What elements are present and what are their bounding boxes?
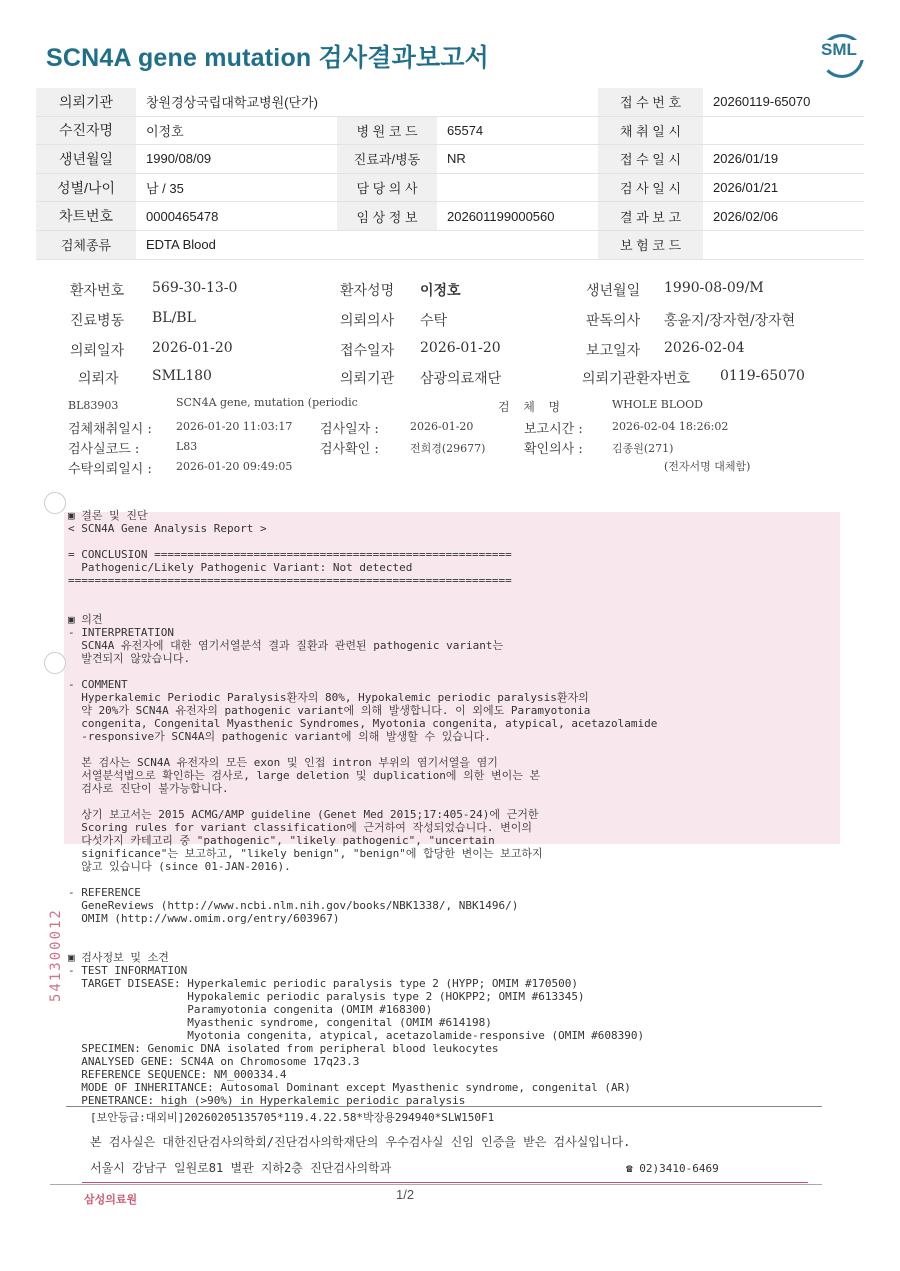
divider (50, 1184, 822, 1185)
label-receipt-no: 접 수 번 호 (598, 88, 703, 116)
lab-address: 서울시 강남구 일원로81 별관 지하2층 진단검사의학과 (90, 1161, 392, 1175)
table-row (36, 145, 864, 174)
punch-hole (44, 652, 66, 674)
ward-label: 진료병동 (70, 313, 125, 329)
report-line: Myotonia congenita, atypical, acetazolamide-responsive (OMIM #608390) (68, 1029, 645, 1042)
report-line: 약 20%가 SCN4A 유전자의 pathogenic variant에 의해 발생합니다. 이 외에도 Paramyotonia (68, 704, 591, 717)
report-line: TARGET DISEASE: Hyperkalemic periodic paralysis type 2 (HYPP; OMIM #170500) (68, 977, 578, 990)
reading-doctor-value: 홍윤지/장자현/장자현 (664, 313, 796, 329)
report-line: - INTERPRETATION (68, 626, 174, 639)
collection-time-label: 검체채취일시 : (68, 422, 152, 437)
report-line: -responsive가 SCN4A의 pathogenic variant에 의해 발생할 수 있습니다. (68, 730, 491, 743)
specimen-name-value: WHOLE BLOOD (612, 398, 703, 411)
report-line: = CONCLUSION ====================================================== (68, 548, 512, 561)
report-line: 발견되지 않았습니다. (68, 652, 191, 665)
report-line: Scoring rules for variant classification에 근거하여 작성되었습니다. 변이의 (68, 821, 533, 834)
report-line: 검사로 진단이 불가능합니다. (68, 782, 229, 795)
table-row (36, 202, 864, 231)
report-line: 상기 보고서는 2015 ACMG/AMP guideline (Genet Med 2015;17:405-24)에 근거한 (68, 808, 539, 821)
value-department: NR (437, 145, 598, 174)
label-institution: 의뢰기관 (36, 88, 136, 116)
report-line: REFERENCE SEQUENCE: NM_000334.4 (68, 1068, 287, 1081)
report-line: Hyperkalemic Periodic Paralysis환자의 80%, Hypokalemic periodic paralysis환자의 (68, 691, 589, 704)
report-date-label: 보고일자 (586, 343, 641, 359)
report-line: Hypokalemic periodic paralysis type 2 (HOKPP2; OMIM #613345) (68, 990, 585, 1003)
patient-no-value: 569-30-13-0 (152, 280, 238, 296)
label-patient-name: 수진자명 (36, 116, 136, 145)
patient-name-label: 환자성명 (340, 283, 395, 299)
report-line: ▣ 결론 및 진단 (68, 509, 148, 522)
value-patient-name: 이정호 (136, 116, 337, 145)
report-line (68, 873, 657, 886)
value-clinical-info: 202601199000560 (437, 202, 598, 231)
report-line: 본 검사는 SCN4A 유전자의 모든 exon 및 인접 intron 부위의 염기서열을 염기 (68, 756, 498, 769)
value-physician (437, 173, 598, 202)
security-line: [보안등급:대외비]20260205135705*119.4.22.58*박장용294940*SLW150F1 (90, 1111, 495, 1124)
test-code: BL83903 (68, 399, 119, 412)
value-institution: 창원경상국립대학교병원(단가) (136, 88, 598, 116)
label-hospital-code: 병 원 코 드 (337, 116, 437, 145)
report-line: < SCN4A Gene Analysis Report > (68, 522, 267, 535)
report-line (68, 743, 657, 756)
specimen-name-label: 검 체 명 (498, 400, 563, 414)
table-row (36, 230, 864, 259)
report-line: Paramyotonia congenita (OMIM #168300) (68, 1003, 433, 1016)
table-row (36, 88, 864, 116)
label-physician: 담 당 의 사 (337, 173, 437, 202)
requester-value: SML180 (152, 368, 212, 384)
scanned-report (0, 262, 900, 1271)
punch-hole (44, 492, 66, 514)
requester-label: 의뢰자 (78, 371, 119, 387)
report-line: ▣ 검사정보 및 소견 (68, 951, 169, 964)
report-line: SPECIMEN: Genomic DNA isolated from peripheral blood leukocytes (68, 1042, 499, 1055)
report-line: significance"는 보고하고, "likely benign", "benign"에 합당한 변이는 보고하지 (68, 847, 543, 860)
report-line (68, 600, 657, 613)
logo-text: SML (814, 40, 864, 60)
report-line: =================================================================== (68, 574, 512, 587)
report-line (68, 665, 657, 678)
label-collection-time: 채 취 일 시 (598, 116, 703, 145)
report-line: congenita, Congenital Myasthenic Syndromes, Myotonia congenita, atypical, acetazolamide (68, 717, 658, 730)
value-test-time: 2026/01/21 (703, 173, 864, 202)
label-receipt-time: 접 수 일 시 (598, 145, 703, 174)
report-line: Myasthenic syndrome, congenital (OMIM #614198) (68, 1016, 492, 1029)
report-time-label: 보고시간 : (524, 422, 583, 437)
label-birthdate: 생년월일 (36, 145, 136, 174)
receipt-date-label: 접수일자 (340, 343, 395, 359)
patient-no-label: 환자번호 (70, 283, 125, 299)
report-line: 다섯가지 카테고리 중 "pathogenic", "likely pathogenic", "uncertain (68, 834, 495, 847)
test-confirm-label: 검사확인 : (320, 442, 379, 457)
report-body (68, 509, 657, 1107)
test-name: SCN4A gene, mutation (periodic (176, 396, 358, 409)
receipt-date-value: 2026-01-20 (420, 340, 501, 356)
value-collection-time (703, 116, 864, 145)
table-row (36, 116, 864, 145)
label-report-date: 결 과 보 고 (598, 202, 703, 231)
lab-code-value: L83 (176, 440, 198, 453)
report-title: SCN4A gene mutation 검사결과보고서 (46, 44, 489, 72)
ward-value: BL/BL (152, 310, 196, 326)
consign-time-label: 수탁의뢰일시 : (68, 462, 152, 477)
report-line (68, 587, 657, 600)
report-line: 않고 있습니다 (since 01-JAN-2016). (68, 860, 291, 873)
test-date-value: 2026-01-20 (410, 420, 474, 433)
value-report-date: 2026/02/06 (703, 202, 864, 231)
table-row (36, 173, 864, 202)
value-receipt-no: 20260119-65070 (703, 88, 864, 116)
value-chart-no: 0000465478 (136, 202, 337, 231)
value-insurance-code (703, 230, 864, 259)
confirm-doctor-label: 확인의사 : (524, 442, 583, 457)
report-line: SCN4A 유전자에 대한 염기서열분석 결과 질환과 관련된 pathogenic variant는 (68, 639, 504, 652)
consign-time-value: 2026-01-20 09:49:05 (176, 460, 293, 473)
report-time-value: 2026-02-04 18:26:02 (612, 420, 729, 433)
patient-info-table (36, 88, 864, 260)
divider (66, 1106, 822, 1107)
dob-value: 1990-08-09/M (664, 280, 764, 296)
confirm-doctor-value: 김종원(271) (612, 442, 674, 455)
ref-doctor-label: 의뢰의사 (340, 313, 395, 329)
reading-doctor-label: 판독의사 (586, 313, 641, 329)
report-line (68, 795, 657, 808)
report-line (68, 925, 657, 938)
report-line: MODE OF INHERITANCE: Autosomal Dominant except Myasthenic syndrome, congenital (AR) (68, 1081, 631, 1094)
divider-red (82, 1182, 808, 1183)
report-line: PENETRANCE: high (>90%) in Hyperkalemic periodic paralysis (68, 1094, 466, 1107)
report-line: Pathogenic/Likely Pathogenic Variant: Not detected (68, 561, 413, 574)
lab-phone: ☎ 02)3410-6469 (626, 1162, 719, 1175)
certification-text: 본 검사실은 대한진단검사의학회/진단검사의학재단의 우수검사실 신임 인증을 받은 검사실입니다. (90, 1135, 631, 1149)
value-receipt-time: 2026/01/19 (703, 145, 864, 174)
test-confirm-value: 전희경(29677) (410, 442, 486, 455)
hospital-mark: 삼성의료원 (84, 1194, 138, 1206)
label-sex-age: 성별/나이 (36, 173, 136, 202)
institution-patient-no-label: 의뢰기관환자번호 (582, 371, 691, 387)
label-test-time: 검 사 일 시 (598, 173, 703, 202)
label-department: 진료과/병동 (337, 145, 437, 174)
report-line (68, 535, 657, 548)
sml-logo (814, 30, 864, 76)
report-date-value: 2026-02-04 (664, 340, 745, 356)
report-line: - TEST INFORMATION (68, 964, 188, 977)
test-date-label: 검사일자 : (320, 422, 379, 437)
institution-label: 의뢰기관 (340, 371, 395, 387)
dob-label: 생년월일 (586, 283, 641, 299)
e-signature-note: (전자서명 대체함) (664, 460, 751, 473)
request-date-label: 의뢰일자 (70, 343, 125, 359)
page-number: 1/2 (396, 1187, 415, 1202)
value-sex-age: 남 / 35 (136, 173, 337, 202)
report-line: GeneReviews (http://www.ncbi.nlm.nih.gov/books/NBK1338/, NBK1496/) (68, 899, 519, 912)
value-hospital-code: 65574 (437, 116, 598, 145)
request-date-value: 2026-01-20 (152, 340, 233, 356)
report-line (68, 938, 657, 951)
ref-doctor-value: 수탁 (420, 313, 448, 329)
label-clinical-info: 임 상 정 보 (337, 202, 437, 231)
institution-patient-no-value: 0119-65070 (720, 368, 805, 384)
lab-code-label: 검사실코드 : (68, 442, 140, 457)
value-specimen: EDTA Blood (136, 230, 598, 259)
institution-value: 삼광의료재단 (420, 371, 502, 387)
report-line: - REFERENCE (68, 886, 141, 899)
label-chart-no: 차트번호 (36, 202, 136, 231)
patient-name-value: 이정호 (420, 283, 461, 299)
value-birthdate: 1990/08/09 (136, 145, 337, 174)
report-line: OMIM (http://www.omim.org/entry/603967) (68, 912, 340, 925)
report-line: ANALYSED GENE: SCN4A on Chromosome 17q23.3 (68, 1055, 360, 1068)
label-insurance-code: 보 험 코 드 (598, 230, 703, 259)
report-line: ▣ 의견 (68, 613, 103, 626)
label-specimen: 검체종류 (36, 230, 136, 259)
report-line: - COMMENT (68, 678, 128, 691)
report-line: 서열분석법으로 확인하는 검사로, large deletion 및 duplication에 의한 변이는 본 (68, 769, 541, 782)
side-stamp-number: 541300012 (48, 908, 64, 1002)
collection-time-value: 2026-01-20 11:03:17 (176, 420, 293, 433)
